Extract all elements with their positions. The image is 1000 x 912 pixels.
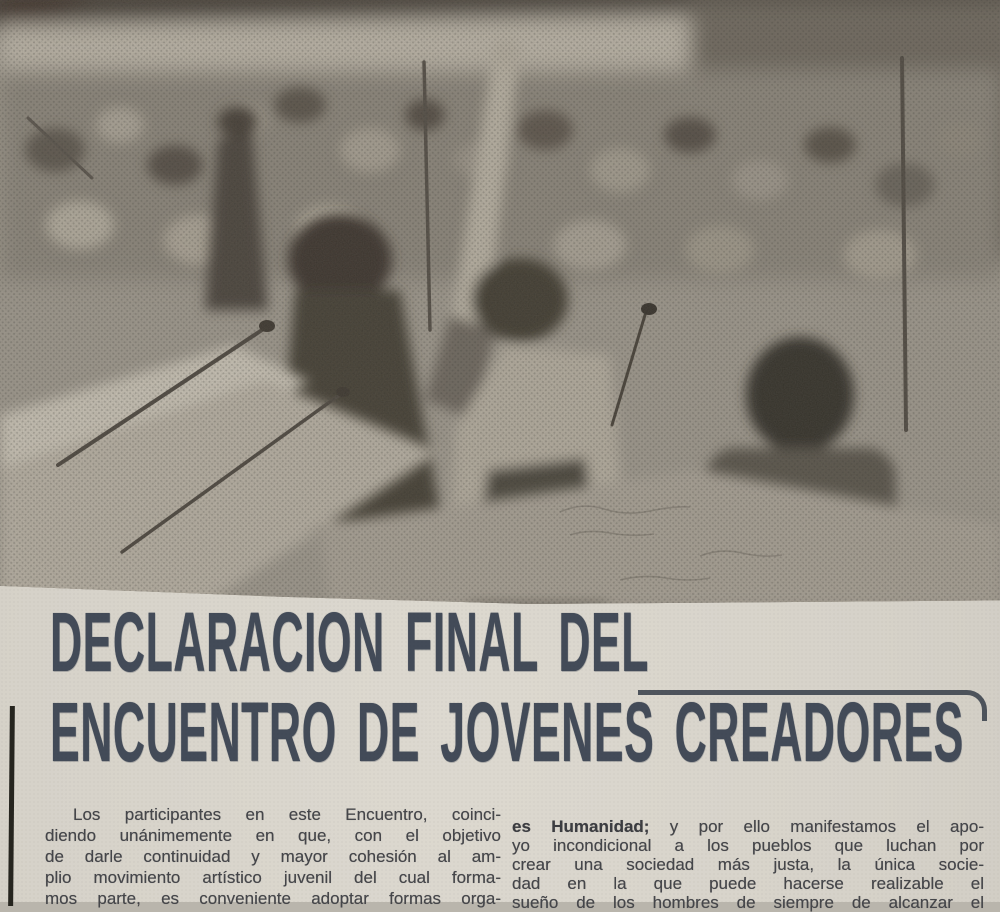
article-right-column bbox=[512, 817, 984, 912]
body-line: yo incondicional a los pueblos que luchan por bbox=[512, 836, 984, 855]
body-line bbox=[512, 817, 984, 836]
article-left-column bbox=[45, 804, 501, 909]
lead-rest: y por ello manifestamos el apo- bbox=[649, 817, 985, 836]
headline-line-2: ENCUENTRO DE JOVENES CREADORES bbox=[50, 685, 964, 779]
body-line: sueño de los hombres de siempre de alcanzar el bbox=[512, 893, 984, 912]
body-line: diendo unánimemente en que, con el objetivo bbox=[45, 826, 501, 845]
body-line: mos parte, es conveniente adoptar formas orga- bbox=[45, 889, 501, 908]
body-line: Los participantes en este Encuentro, coinci- bbox=[73, 805, 501, 824]
body-line: plio movimiento artístico juvenil del cual forma- bbox=[45, 868, 501, 887]
bold-lead: es Humanidad; bbox=[512, 817, 650, 836]
headline-line-1: DECLARACION FINAL DEL bbox=[50, 595, 649, 689]
left-column-rule bbox=[8, 706, 15, 906]
body-line: crear una sociedad más justa, la única socie- bbox=[512, 855, 984, 874]
body-line: dad en la que puede hacerse realizable el bbox=[512, 874, 984, 893]
body-line: de darle continuidad y mayor cohesión al am- bbox=[45, 847, 501, 866]
